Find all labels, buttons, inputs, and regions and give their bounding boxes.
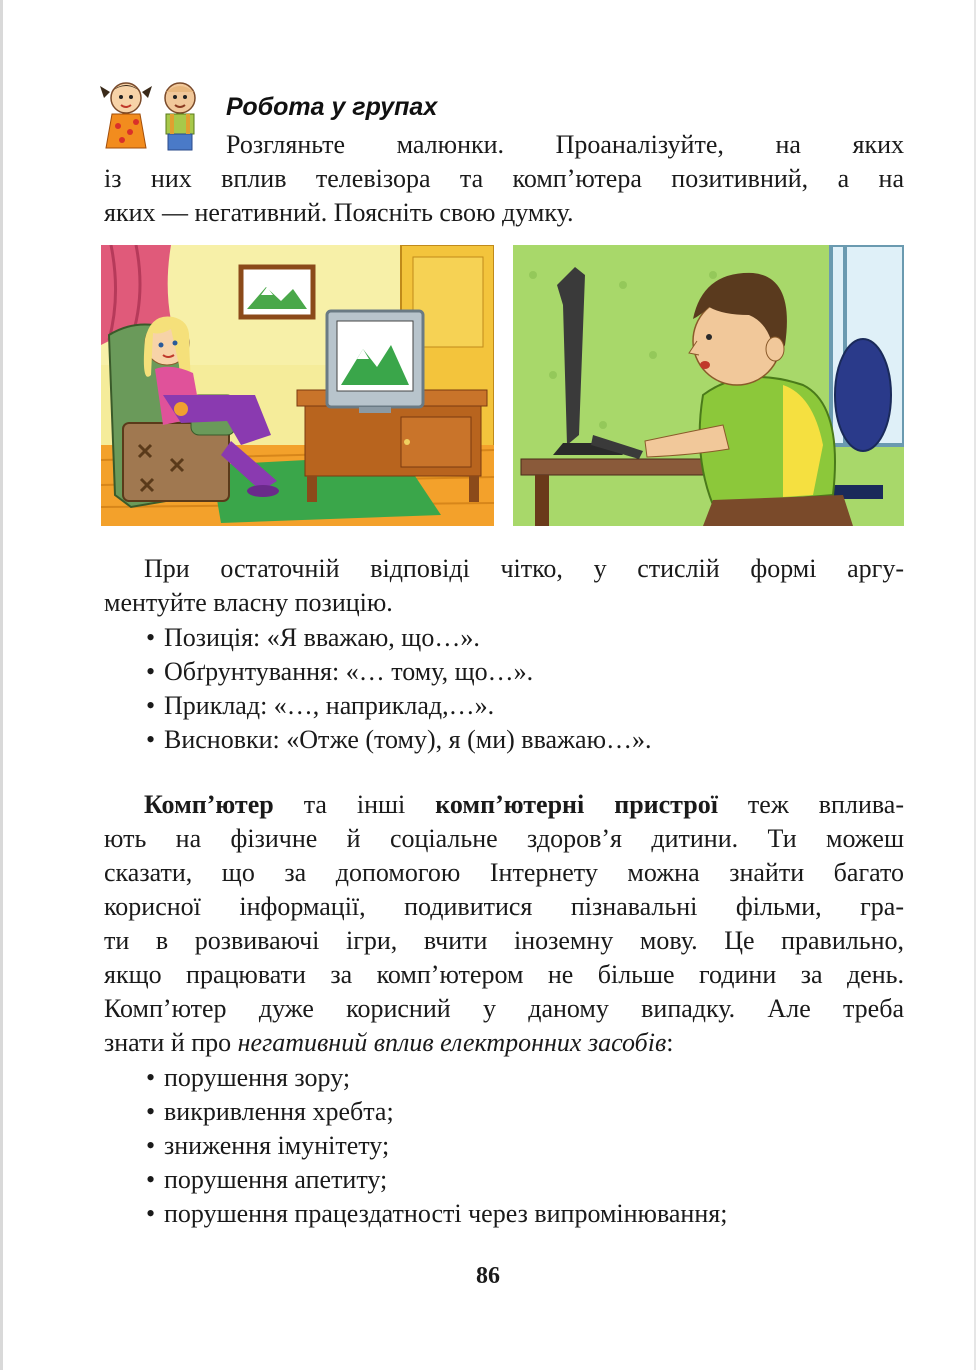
text-line: ють на фізичне й соціальне здоров’я дитини. Ти можеш: [104, 824, 904, 853]
list-item: • порушення апетиту;: [146, 1163, 906, 1197]
text-line: корисної інформації, подивитися пізнавальні фільми, гра-: [104, 892, 904, 921]
text-line: Комп’ютер та інші комп’ютерні пристрої теж вплива-: [144, 790, 904, 819]
bullet: •: [146, 1131, 156, 1160]
group-task-text: [104, 128, 904, 230]
text-line: ментуйте власну позицію.: [104, 588, 393, 617]
answer-steps-list: [146, 621, 906, 757]
list-item: • зниження імунітету;: [146, 1129, 906, 1163]
group-work-title: Робота у групах: [226, 93, 438, 121]
illustration-girl-watching-tv: [101, 245, 494, 526]
list-item: • порушення зору;: [146, 1061, 906, 1095]
list-item: • Приклад: «…, наприклад,…».: [146, 689, 906, 723]
text-line: якщо працювати за комп’ютером не більше години за день.: [104, 960, 904, 989]
bullet: •: [146, 691, 156, 720]
text-line: Комп’ютер дуже корисний у даному випадку. Але треба: [104, 994, 904, 1023]
answer-intro: [104, 552, 904, 620]
text-line: сказати, що за допомогою Інтернету можна знайти багато: [104, 858, 904, 887]
bullet: •: [146, 725, 156, 754]
list-item: • Позиція: «Я вважаю, що…».: [146, 621, 906, 655]
bullet: •: [146, 657, 156, 686]
list-item: • викривлення хребта;: [146, 1095, 906, 1129]
list-item: • порушення працездатності через випромінювання;: [146, 1197, 906, 1231]
list-item: • Висновки: «Отже (тому), я (ми) вважаю…».: [146, 723, 906, 757]
bullet: •: [146, 1199, 156, 1228]
illustration-boy-at-computer: [513, 245, 904, 526]
text-line: яких — негативний. Поясніть свою думку.: [104, 198, 574, 227]
bullet: •: [146, 1097, 156, 1126]
page-number: 86: [476, 1263, 500, 1289]
negative-effects-list: [146, 1061, 906, 1231]
text-line: При остаточній відповіді чітко, у стислій формі аргу-: [144, 554, 904, 583]
bullet: •: [146, 623, 156, 652]
list-item: • Обґрунтування: «… тому, що…».: [146, 655, 906, 689]
text-line: ти в розвиваючі ігри, вчити іноземну мову. Це правильно,: [104, 926, 904, 955]
text-line: із них вплив телевізора та комп’ютера позитивний, а на: [104, 164, 904, 193]
bullet: •: [146, 1063, 156, 1092]
bullet: •: [146, 1165, 156, 1194]
negative-effects-term: негативний вплив електронних засобів: [237, 1028, 667, 1057]
page-edge-left: [0, 0, 3, 1370]
computer-paragraph: [104, 788, 904, 1060]
text-line: знати й про негативний вплив електронних засобів:: [104, 1028, 674, 1057]
text-line: Розгляньте малюнки. Проаналізуйте, на яких: [226, 130, 904, 159]
